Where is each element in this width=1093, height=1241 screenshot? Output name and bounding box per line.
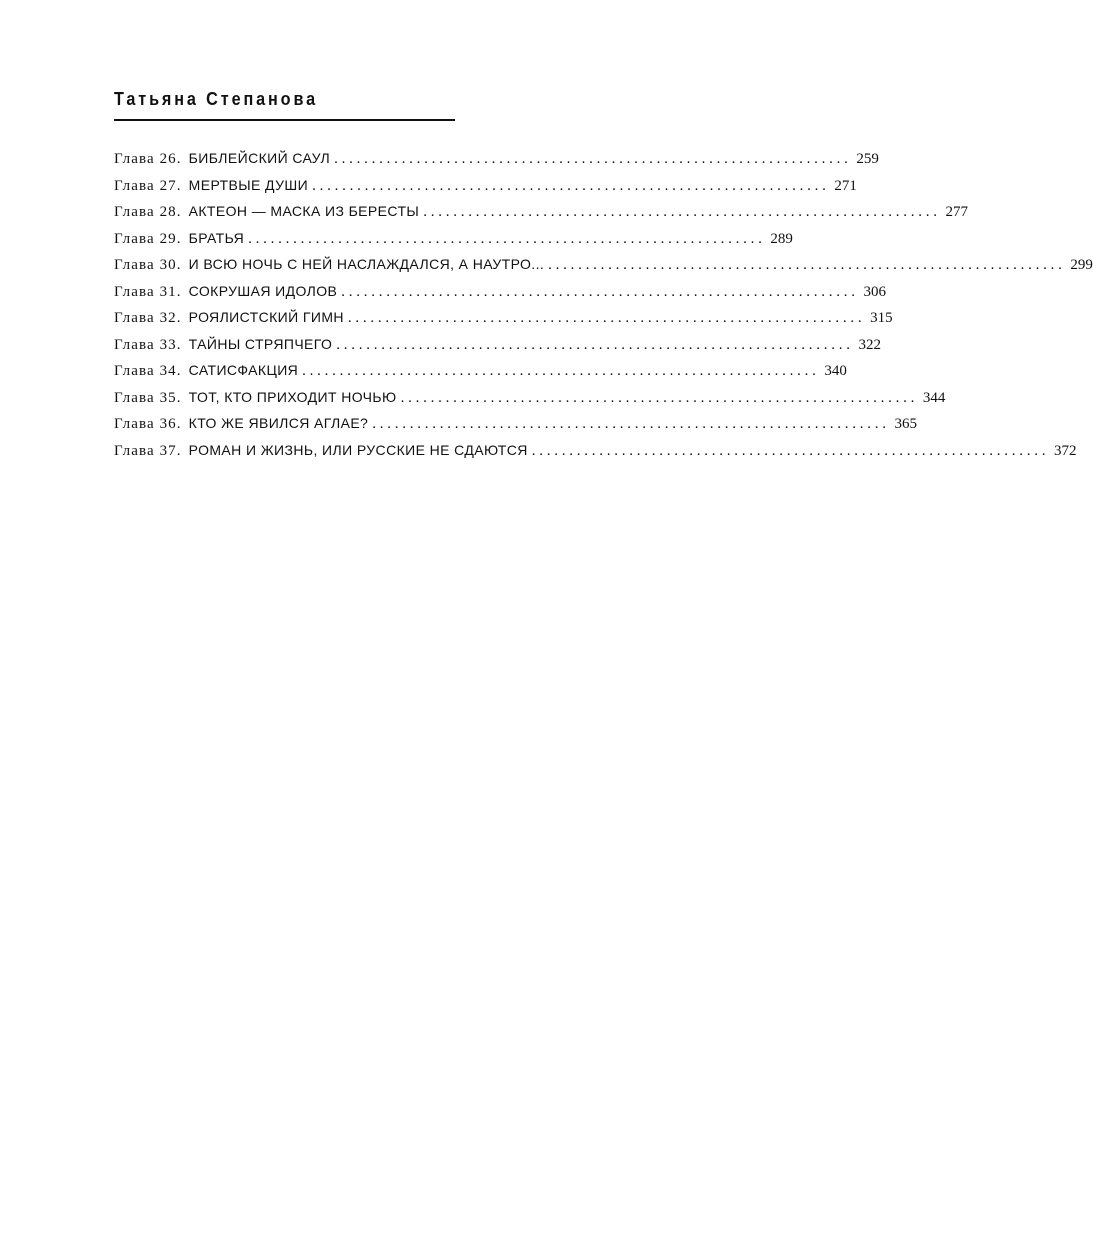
chapter-number: Глава 36. [114, 416, 182, 432]
page-number: 372 [1053, 442, 1077, 459]
page-number: 315 [870, 310, 893, 326]
page-number: 340 [824, 363, 847, 379]
dot-leader [334, 146, 848, 173]
chapter-title: ТАЙНЫ СТРЯПЧЕГО [188, 335, 333, 352]
author-name: Татьяна Степанова [114, 89, 318, 109]
page-number: 306 [863, 283, 887, 300]
chapter-title: БРАТЬЯ [188, 229, 245, 246]
chapter-title: РОЯЛИСТСКИЙ ГИМН [188, 309, 344, 325]
toc-entry [114, 410, 917, 437]
page-number: 289 [770, 230, 793, 247]
table-of-contents [114, 145, 1093, 463]
chapter-title: РОМАН И ЖИЗНЬ, ИЛИ РУССКИЕ НЕ СДАЮТСЯ [188, 441, 528, 458]
toc-entry [114, 198, 968, 225]
chapter-number: Глава 37. [114, 442, 182, 459]
toc-entry [114, 145, 879, 172]
page-number: 259 [856, 151, 879, 167]
chapter-number: Глава 34. [114, 363, 182, 379]
dot-leader [372, 411, 886, 438]
toc-entry [114, 384, 946, 411]
chapter-title: МЕРТВЫЕ ДУШИ [188, 176, 309, 193]
dot-leader [336, 332, 850, 359]
toc-entry [114, 331, 882, 358]
dot-leader [348, 305, 862, 332]
chapter-title: ТОТ, КТО ПРИХОДИТ НОЧЬЮ [188, 388, 397, 405]
chapter-number: Глава 31. [114, 283, 182, 300]
toc-entry [114, 357, 847, 384]
running-head [114, 88, 455, 121]
dot-leader [401, 385, 915, 412]
dot-leader [532, 438, 1046, 465]
chapter-title: АКТЕОН — МАСКА ИЗ БЕРЕСТЫ [188, 203, 420, 219]
chapter-number: Глава 33. [114, 336, 182, 353]
page-number: 299 [1070, 257, 1093, 273]
header-rule [114, 119, 455, 121]
toc-entry [114, 251, 1093, 278]
chapter-number: Глава 30. [114, 257, 182, 273]
chapter-number: Глава 26. [114, 151, 182, 167]
toc-entry [114, 172, 857, 199]
page-number: 277 [945, 204, 968, 220]
dot-leader [548, 252, 1062, 279]
toc-entry [114, 304, 893, 331]
chapter-number: Глава 28. [114, 204, 182, 220]
chapter-title: СОКРУШАЯ ИДОЛОВ [188, 282, 338, 299]
chapter-title: САТИСФАКЦИЯ [188, 362, 299, 378]
chapter-title: И ВСЮ НОЧЬ С НЕЙ НАСЛАЖДАЛСЯ, А НАУТРО... [188, 256, 545, 272]
toc-entry [114, 225, 793, 252]
page-number: 322 [858, 336, 882, 353]
dot-leader [341, 279, 855, 306]
chapter-number: Глава 35. [114, 389, 182, 406]
chapter-title: БИБЛЕЙСКИЙ САУЛ [188, 150, 331, 166]
toc-entry [114, 437, 1077, 464]
page-number: 271 [834, 177, 857, 194]
dot-leader [248, 226, 762, 253]
toc-entry [114, 278, 887, 305]
page-number: 365 [894, 416, 917, 432]
page-number: 344 [922, 389, 946, 406]
dot-leader [312, 173, 826, 200]
chapter-number: Глава 32. [114, 310, 182, 326]
dot-leader [302, 358, 816, 385]
chapter-number: Глава 27. [114, 177, 182, 194]
dot-leader [423, 199, 937, 226]
chapter-number: Глава 29. [114, 230, 182, 247]
chapter-title: КТО ЖЕ ЯВИЛСЯ АГЛАЕ? [188, 415, 369, 431]
